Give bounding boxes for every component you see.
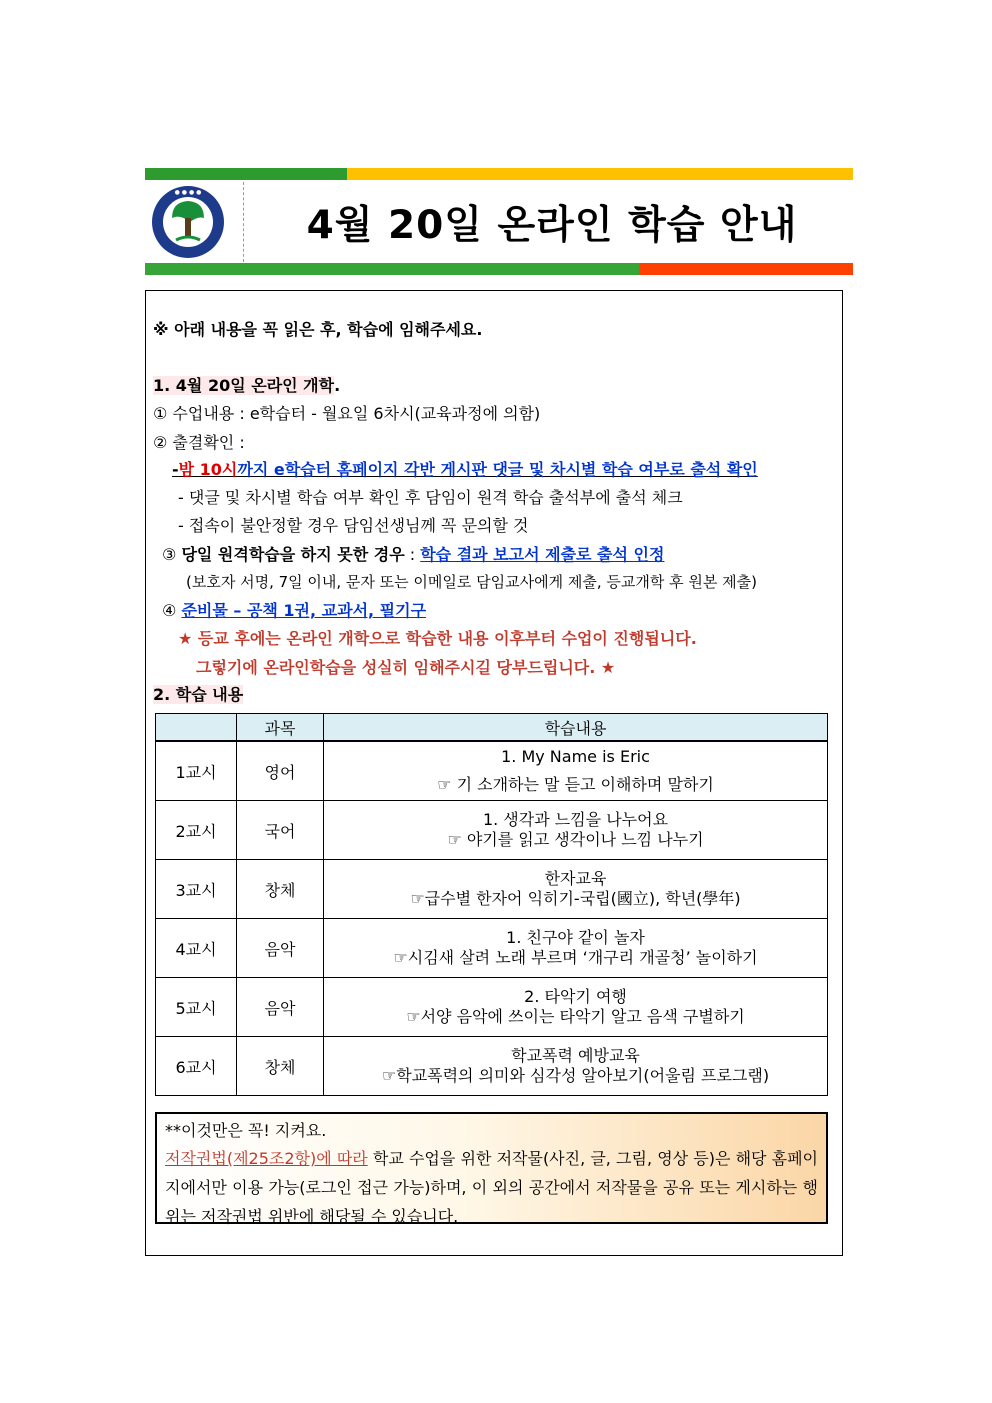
copyright-notice — [155, 1112, 828, 1224]
header-divider — [243, 182, 244, 262]
lesson-activity: ☞서양 음악에 쓰이는 타악기 알고 음색 구별하기 — [406, 1007, 745, 1026]
attendance-method: 까지 e학습터 홈페이지 각반 게시판 댓글 및 차시별 학습 여부로 출석 확인 — [237, 460, 758, 479]
period-cell: 3교시 — [156, 860, 237, 919]
item4-number: ④ — [162, 601, 177, 620]
table-row — [156, 978, 828, 1037]
intro-note: ※ 아래 내용을 꼭 읽은 후, 학습에 임해주세요. — [153, 320, 483, 339]
content-cell — [324, 919, 828, 978]
subject-cell: 창체 — [237, 860, 324, 919]
content-cell — [324, 978, 828, 1037]
header-bottom-bar-red — [639, 263, 853, 275]
subject-cell: 창체 — [237, 1037, 324, 1096]
subject-cell: 음악 — [237, 919, 324, 978]
school-logo — [150, 184, 226, 260]
lesson-title: 학교폭력 예방교육 — [511, 1046, 640, 1065]
table-row — [156, 860, 828, 919]
period-cell: 6교시 — [156, 1037, 237, 1096]
lesson-title: 1. 친구야 같이 놀자 — [506, 928, 645, 947]
period-cell: 1교시 — [156, 741, 237, 801]
header-period — [156, 714, 237, 742]
table-row — [156, 919, 828, 978]
school-notice-line1: ★ 등교 후에는 온라인 개학으로 학습한 내용 이후부터 수업이 진행됩니다. — [178, 629, 697, 648]
section2-heading — [153, 682, 243, 705]
lesson-title: 2. 타악기 여행 — [524, 987, 627, 1006]
item-attendance: ② 출결확인 : — [153, 433, 245, 452]
content-cell — [324, 741, 828, 801]
period-cell: 4교시 — [156, 919, 237, 978]
attendance-prefix: - — [172, 460, 179, 479]
header-content: 학습내용 — [324, 714, 828, 742]
copyright-body — [165, 1144, 818, 1231]
subject-cell: 국어 — [237, 801, 324, 860]
svg-text:● ● ● ●: ● ● ● ● — [174, 189, 202, 196]
copyright-text: 학교 수업을 위한 저작물(사진, 글, 그림, 영상 등)은 해당 홈페이지에서만 이용 가능(로그인 접근 가능)하며, 이 외의 공간에서 저작물을 공유 또는 게시하는 행위는 저작권법 위반에 해당될 수 있습니다. — [165, 1149, 819, 1226]
subject-cell: 음악 — [237, 978, 324, 1037]
period-cell: 5교시 — [156, 978, 237, 1037]
table-row — [156, 741, 828, 801]
absence-note: (보호자 서명, 7일 이내, 문자 또는 이메일로 담임교사에게 제출, 등교개학 후 원본 제출) — [186, 573, 757, 591]
table-row — [156, 801, 828, 860]
header-subject: 과목 — [237, 714, 324, 742]
content-cell — [324, 801, 828, 860]
header-top-bar-yellow — [347, 168, 853, 180]
item3-number: ③ — [162, 545, 177, 564]
schedule-table — [155, 713, 828, 1096]
section1-heading — [153, 373, 340, 396]
content-cell — [324, 1037, 828, 1096]
subject-cell: 영어 — [237, 741, 324, 801]
content-cell — [324, 860, 828, 919]
header-bottom-bar-green — [145, 263, 639, 275]
attendance-sub2: - 접속이 불안정할 경우 담임선생님께 꼭 문의할 것 — [178, 516, 529, 535]
item3-result: 학습 결과 보고서 제출로 출석 인정 — [420, 545, 665, 564]
item3-condition: 당일 원격학습을 하지 못한 경우 — [181, 545, 405, 564]
lesson-activity: ☞시김새 살려 노래 부르며 ‘개구리 개골청’ 놀이하기 — [393, 948, 758, 967]
section1-heading-dot: . — [334, 376, 341, 395]
attendance-sub1: - 댓글 및 차시별 학습 여부 확인 후 담임이 원격 학습 출석부에 출석 체크 — [178, 488, 683, 507]
lesson-activity: ☞급수별 한자어 익히기-국립(國立), 학년(學年) — [410, 889, 741, 908]
lesson-title: 1. 생각과 느낌을 나누어요 — [482, 810, 669, 829]
lesson-title: 한자교육 — [544, 869, 607, 888]
lesson-title: 1. My Name is Eric — [501, 747, 650, 766]
attendance-rule — [172, 457, 758, 480]
item3-separator: : — [404, 545, 421, 564]
item-absence — [162, 542, 664, 565]
attendance-deadline: 밤 10시 — [178, 460, 238, 479]
lesson-activity: ☞학교폭력의 의미와 심각성 알아보기(어울림 프로그램) — [381, 1066, 770, 1085]
page-title: 4월 20일 온라인 학습 안내 — [306, 203, 798, 248]
lesson-activity: ☞ 기 소개하는 말 듣고 이해하며 말하기 — [437, 775, 714, 794]
table-header-row — [156, 714, 828, 742]
section1-heading-text: 1. 4월 20일 온라인 개학 — [153, 376, 335, 395]
copyright-title: **이것만은 꼭! 지켜요. — [165, 1121, 327, 1140]
header-top-bar-green — [145, 168, 347, 180]
item-supplies — [162, 598, 426, 621]
item-class-content: ① 수업내용 : e학습터 - 월요일 6차시(교육과정에 의함) — [153, 404, 541, 423]
school-notice-line2: 그렇기에 온라인학습을 성실히 임해주시길 당부드립니다. ★ — [196, 658, 616, 677]
table-row — [156, 1037, 828, 1096]
supplies-list: 준비물 – 공책 1권, 교과서, 필기구 — [181, 601, 427, 620]
period-cell: 2교시 — [156, 801, 237, 860]
lesson-activity: ☞ 야기를 읽고 생각이나 느낌 나누기 — [447, 830, 704, 849]
copyright-law-ref: 저작권법(제25조2항)에 따라 — [165, 1149, 368, 1168]
section2-heading-text: 2. 학습 내용 — [153, 685, 244, 704]
